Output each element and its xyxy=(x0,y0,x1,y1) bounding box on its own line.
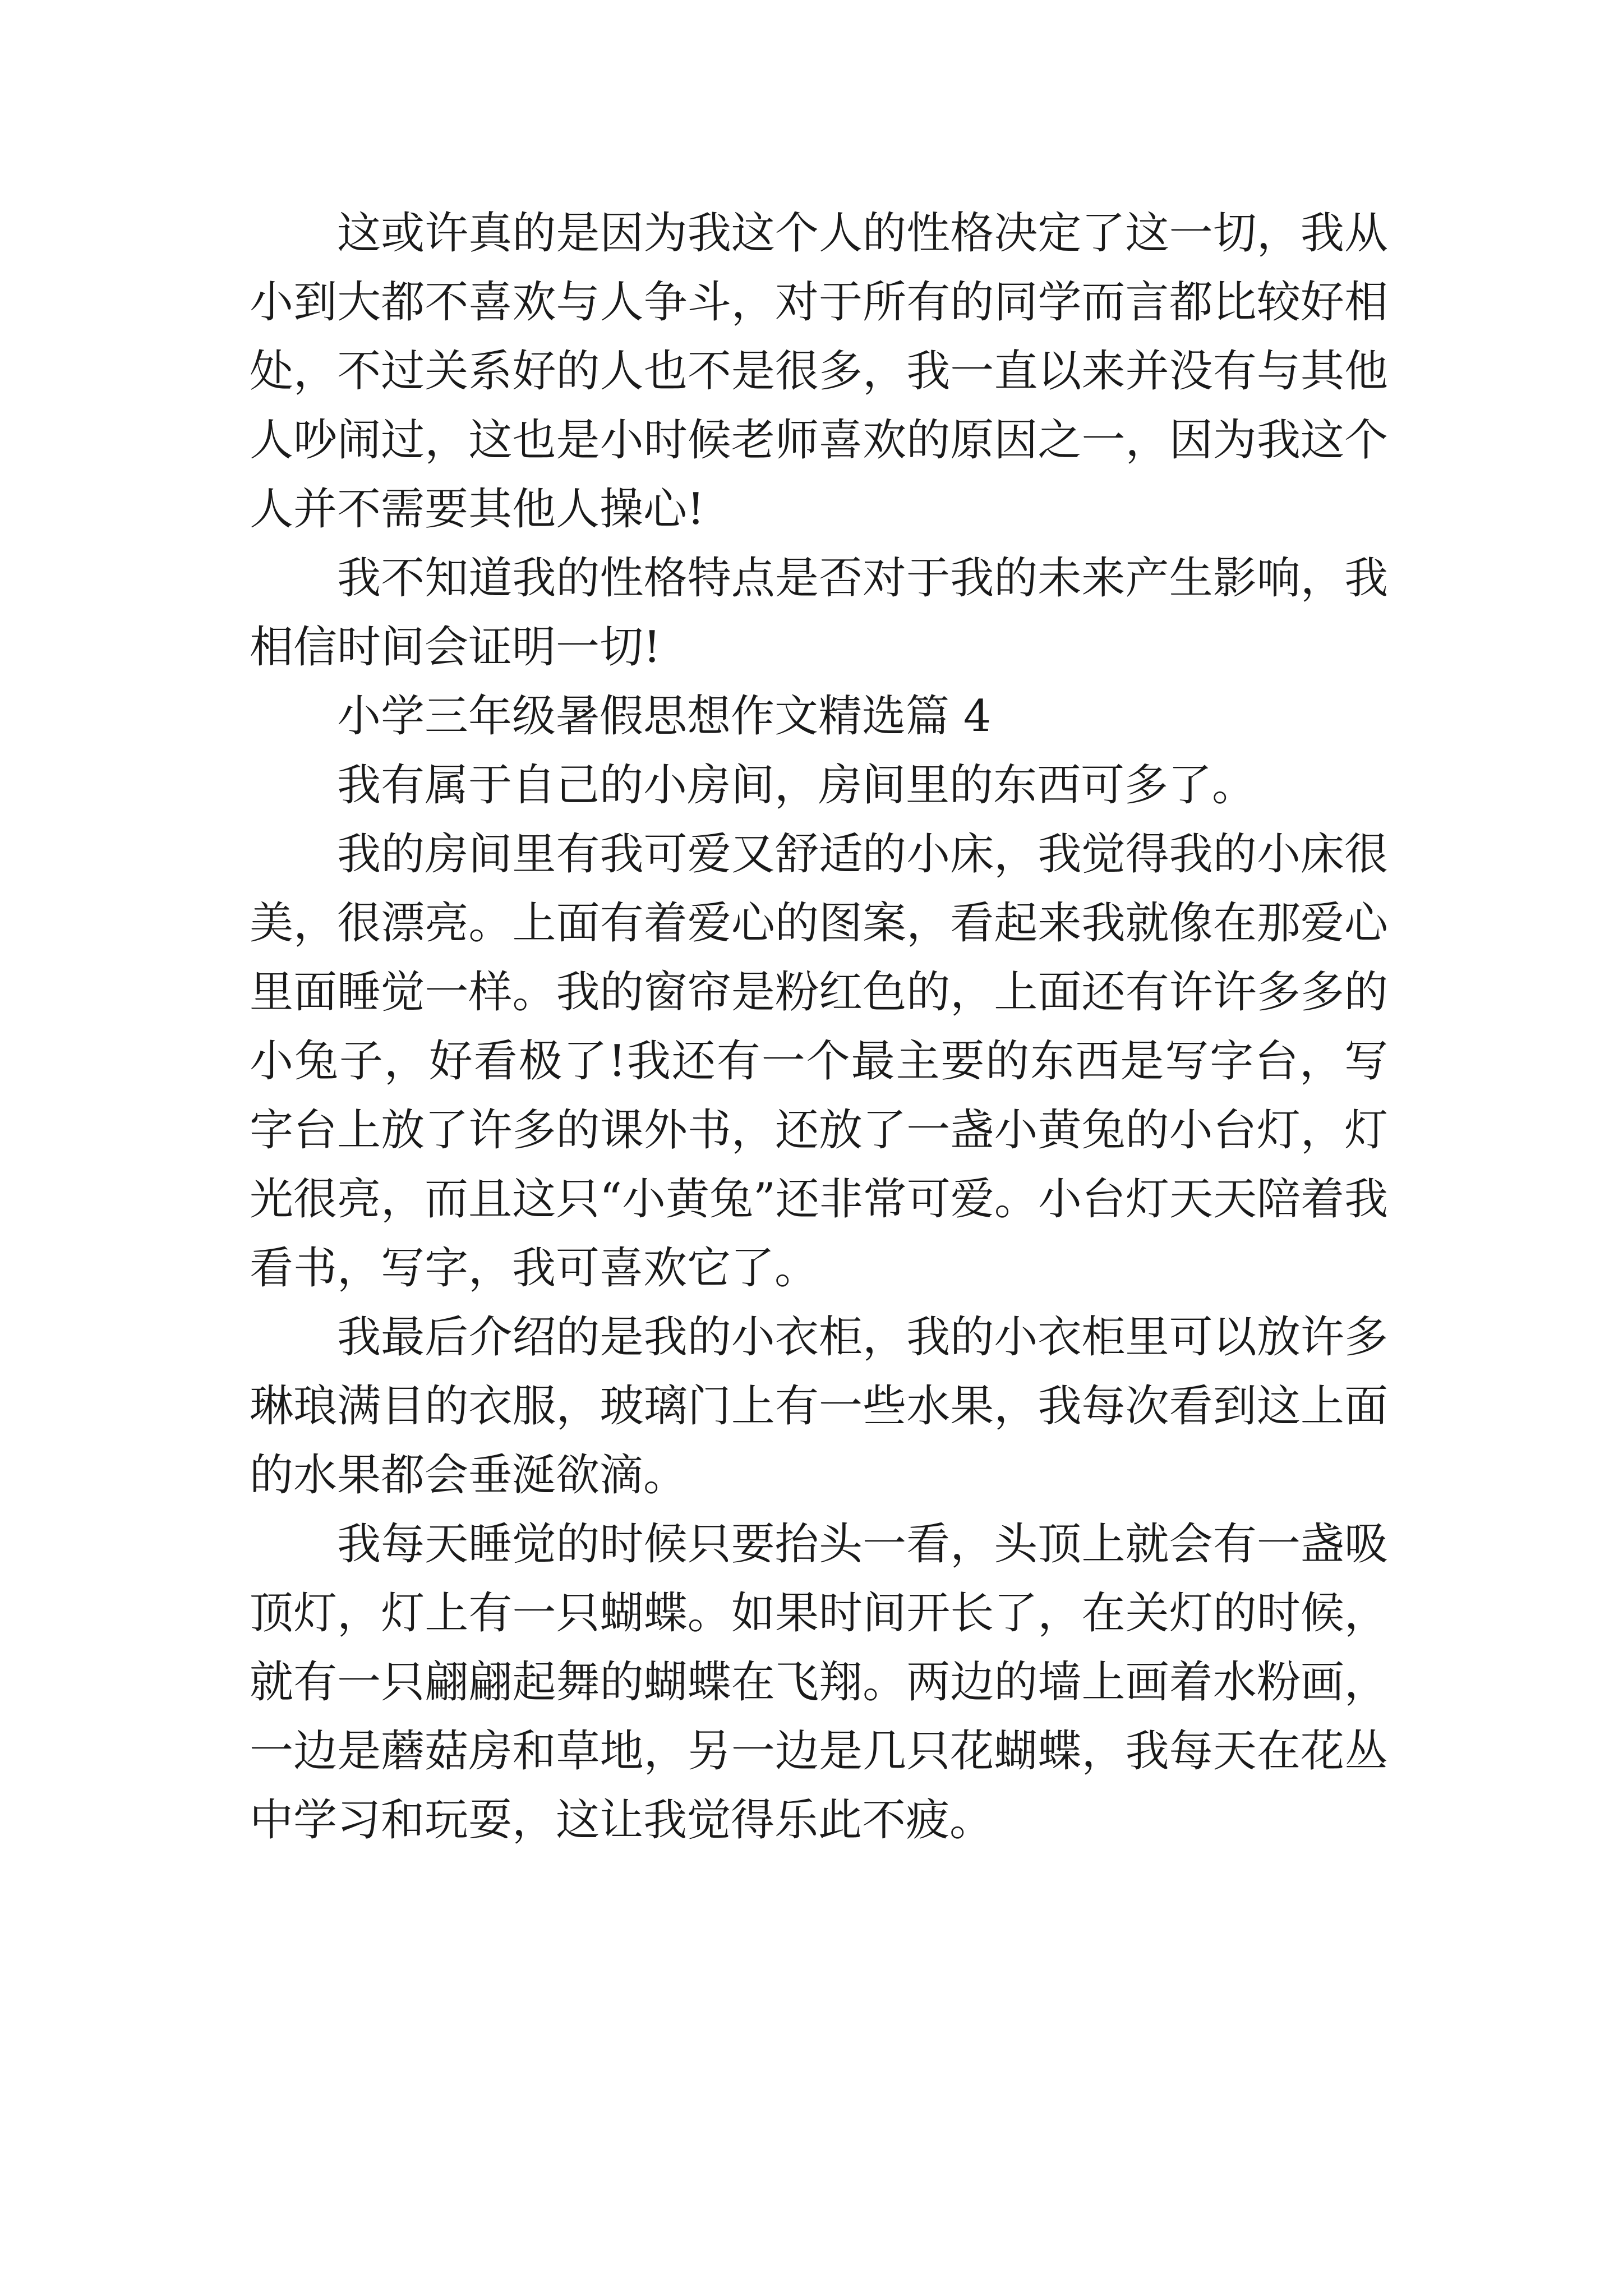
paragraph-future: 我不知道我的性格特点是否对于我的未来产生影响，我相信时间会证明一切! xyxy=(250,553,1388,673)
paragraph-bed-desk: 我的房间里有我可爱又舒适的小床，我觉得我的小床很美，很漂亮。上面有着爱心的图案，看起来我就像在那爱心里面睡觉一样。我的窗帘是粉红色的，上面还有许许多多的小兔子，好看极了!我还有一个最主要的东西是写字台，写字台上放了许多的课外书，还放了一盏小黄兔的小台灯，灯光很亮，而且这只“小黄兔”还非常可爱。小台灯天天陪着我看书，写字，我可喜欢它了。 xyxy=(250,829,1388,1294)
paragraph-ceiling-walls: 我每天睡觉的时候只要抬头一看，头顶上就会有一盏吸顶灯，灯上有一只蝴蝶。如果时间开长了，在关灯的时候，就有一只翩翩起舞的蝴蝶在飞翔。两边的墙上画着水粉画，一边是蘑菇房和草地，另一边是几只花蝴蝶，我每天在花丛中学习和玩耍，这让我觉得乐此不疲。 xyxy=(250,1519,1388,1846)
paragraph-room-intro: 我有属于自己的小房间，房间里的东西可多了。 xyxy=(337,760,1256,811)
paragraph-personality: 这或许真的是因为我这个人的性格决定了这一切，我从小到大都不喜欢与人争斗，对于所有的同学而言都比较好相处，不过关系好的人也不是很多，我一直以来并没有与其他人吵闹过，这也是小时候老师喜欢的原因之一，因为我这个人并不需要其他人操心! xyxy=(250,208,1388,535)
document-body xyxy=(250,199,1388,1855)
paragraph-wardrobe: 我最后介绍的是我的小衣柜，我的小衣柜里可以放许多琳琅满目的衣服，玻璃门上有一些水果，我每次看到这上面的水果都会垂涎欲滴。 xyxy=(250,1312,1388,1501)
section-title: 小学三年级暑假思想作文精选篇 4 xyxy=(337,691,992,742)
